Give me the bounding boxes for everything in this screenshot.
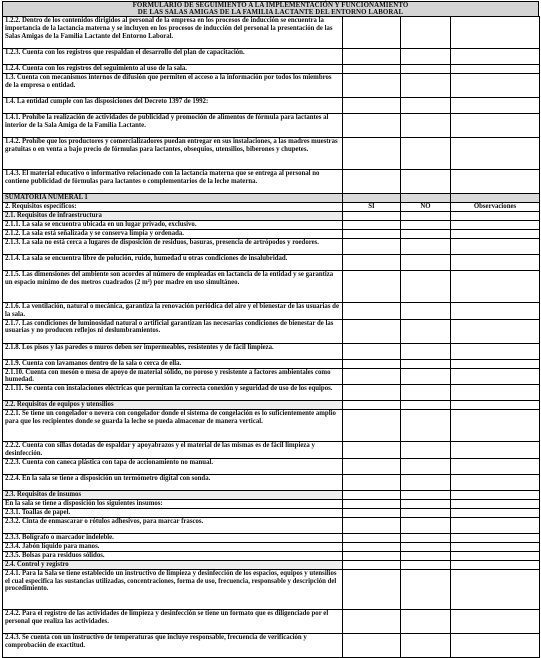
requirement-text: 2.2.1. Se tiene un congelador o nevera con congelador donde el sistema de congelación es lo suficientemente amplio para que los recipientes donde se guarda la leche se pueda almacenar de manera vertical. <box>3 410 343 442</box>
answer-cell-no <box>401 194 451 203</box>
checklist-row <box>3 319 540 343</box>
answer-cell-no <box>401 560 451 569</box>
answer-cell-si[interactable] <box>343 65 401 74</box>
answer-cell-si[interactable] <box>343 508 401 517</box>
answer-cell-si[interactable] <box>343 271 401 303</box>
checklist-row <box>3 239 540 255</box>
checklist-row <box>3 633 540 657</box>
section-row <box>3 560 540 569</box>
requirement-text: 2.1.5. Las dimensiones del ambiente son acordes al número de empleadas en lactancia de la entidad y se garantiza un espacio mínimo de dos metros cuadrados (2 m²) por madre en uso simultáneo. <box>3 271 343 303</box>
answer-cell-observaciones[interactable] <box>451 517 540 533</box>
answer-cell-si[interactable] <box>343 458 401 474</box>
requirement-text: 2.1.8. Los pisos y las paredes o muros deben ser impermeables, resistentes y de fácil limpieza. <box>3 343 343 359</box>
answer-cell-observaciones[interactable] <box>451 271 540 303</box>
requirement-text: 2.1. Requisitos de infraestructura <box>3 212 343 221</box>
answer-cell-si <box>343 560 401 569</box>
column-header-row <box>3 203 540 212</box>
checklist-row <box>3 533 540 542</box>
section-row <box>3 401 540 410</box>
checklist-row <box>3 49 540 65</box>
answer-cell-observaciones[interactable] <box>451 474 540 490</box>
checklist-row <box>3 410 540 442</box>
answer-cell-no[interactable] <box>401 542 451 551</box>
answer-cell-si[interactable] <box>343 98 401 114</box>
answer-cell-si[interactable] <box>343 442 401 459</box>
answer-cell-no <box>401 401 451 410</box>
form-title-line-2: DE LAS SALAS AMIGAS DE LA FAMILIA LACTANTE DEL ENTORNO LABORAL <box>137 9 404 17</box>
checklist-row <box>3 221 540 230</box>
answer-cell-observaciones[interactable] <box>451 359 540 368</box>
answer-cell-no[interactable] <box>401 170 451 194</box>
answer-cell-observaciones[interactable] <box>451 230 540 239</box>
checklist-row <box>3 508 540 517</box>
answer-cell-si[interactable] <box>343 138 401 170</box>
checklist-row <box>3 230 540 239</box>
answer-cell-si[interactable] <box>343 609 401 633</box>
answer-cell-observaciones[interactable] <box>451 633 540 657</box>
answer-cell-observaciones <box>451 490 540 499</box>
checklist-row <box>3 303 540 320</box>
form-header <box>2 1 539 17</box>
requirement-text: 2.1.7. Las condiciones de luminosidad natural o artificial garantizan las necesarias condiciones de bienestar de las usuarias y no producen reflejos ni deslumbramientos. <box>3 319 343 343</box>
requirement-text: 2.4.2. Para el registro de las actividades de limpieza y desinfección se tiene un formato que es diligenciado por el personal que realiza las actividades. <box>3 609 343 633</box>
answer-cell-no[interactable] <box>401 609 451 633</box>
summary-row <box>3 194 540 203</box>
answer-cell-observaciones[interactable] <box>451 319 540 343</box>
requirement-text: 1.2.3. Cuenta con los registros que respaldan el desarrollo del plan de capacitación. <box>3 49 343 65</box>
answer-cell-observaciones[interactable] <box>451 239 540 255</box>
checklist-row <box>3 359 540 368</box>
answer-cell-observaciones[interactable] <box>451 343 540 359</box>
checklist-row <box>3 138 540 170</box>
answer-cell-si[interactable] <box>343 230 401 239</box>
answer-cell-no[interactable] <box>401 65 451 74</box>
checklist-row <box>3 17 540 49</box>
requirement-text: 2.1.2. La sala está señalizada y se conserva limpia y ordenada. <box>3 230 343 239</box>
requirement-text: 2.3.5. Bolsas para residuos sólidos. <box>3 551 343 560</box>
checklist-row <box>3 343 540 359</box>
requirement-text: 1.2.2. Dentro de los contenidos dirigidos al personal de la empresa en los procesos de inducción se encuentra la importancia de la lactancia materna y se incluyen en los procesos de inducción del personal la presentación de las Salas Amigas de la Familia Lactante del Entorno Laboral. <box>3 17 343 49</box>
checklist-row <box>3 517 540 533</box>
answer-cell-observaciones[interactable] <box>451 138 540 170</box>
answer-cell-observaciones[interactable] <box>451 410 540 442</box>
answer-cell-si[interactable] <box>343 319 401 343</box>
answer-cell-observaciones <box>451 212 540 221</box>
answer-cell-no[interactable] <box>401 499 451 508</box>
requirement-text: En la sala se tiene a disposición los siguientes insumos: <box>3 499 343 508</box>
column-header-si: SÍ <box>343 203 401 212</box>
answer-cell-si[interactable] <box>343 517 401 533</box>
answer-cell-no[interactable] <box>401 303 451 320</box>
answer-cell-no[interactable] <box>401 368 451 385</box>
answer-cell-no[interactable] <box>401 517 451 533</box>
answer-cell-si[interactable] <box>343 410 401 442</box>
answer-cell-observaciones[interactable] <box>451 303 540 320</box>
answer-cell-si[interactable] <box>343 569 401 609</box>
answer-cell-no[interactable] <box>401 533 451 542</box>
answer-cell-observaciones[interactable] <box>451 17 540 49</box>
requirement-text: 2.1.6. La ventilación, natural o mecánica, garantiza la renovación periódica del aire y el bienestar de las usuarias de la sala. <box>3 303 343 320</box>
answer-cell-si[interactable] <box>343 499 401 508</box>
requirement-text: 2.1.1. La sala se encuentra ubicada en un lugar privado, exclusivo. <box>3 221 343 230</box>
answer-cell-observaciones <box>451 560 540 569</box>
answer-cell-si[interactable] <box>343 368 401 385</box>
checklist-row <box>3 569 540 609</box>
answer-cell-observaciones[interactable] <box>451 385 540 401</box>
answer-cell-no[interactable] <box>401 508 451 517</box>
checklist-row <box>3 385 540 401</box>
checklist-row <box>3 458 540 474</box>
checklist-row <box>3 368 540 385</box>
answer-cell-si[interactable] <box>343 49 401 65</box>
checklist-row <box>3 271 540 303</box>
form-title-line-1: FORMULARIO DE SEGUIMIENTO A LA IMPLEMENTACIÓN Y FUNCIONAMIENTO <box>132 2 409 9</box>
answer-cell-no[interactable] <box>401 474 451 490</box>
answer-cell-no[interactable] <box>401 569 451 609</box>
answer-cell-observaciones[interactable] <box>451 49 540 65</box>
answer-cell-no[interactable] <box>401 98 451 114</box>
answer-cell-observaciones[interactable] <box>451 569 540 609</box>
section-row <box>3 212 540 221</box>
answer-cell-si[interactable] <box>343 633 401 657</box>
answer-cell-no <box>401 212 451 221</box>
answer-cell-no[interactable] <box>401 74 451 98</box>
answer-cell-no[interactable] <box>401 458 451 474</box>
checklist-row <box>3 98 540 114</box>
answer-cell-observaciones[interactable] <box>451 98 540 114</box>
answer-cell-observaciones[interactable] <box>451 368 540 385</box>
answer-cell-si[interactable] <box>343 114 401 138</box>
answer-cell-no[interactable] <box>401 410 451 442</box>
checklist-rows <box>3 17 540 658</box>
checklist-row <box>3 474 540 490</box>
requirement-text: 2.1.10. Cuenta con mesón o mesa de apoyo de material sólido, no poroso y resistente a factores ambientales como humedad. <box>3 368 343 385</box>
answer-cell-observaciones[interactable] <box>451 458 540 474</box>
requirement-text: 2.4.1. Para la Sala se tiene establecido un instructivo de limpieza y desinfección de los espacios, equipos y utensilios el cual especifica las sustancias utilizadas, concentraciones, forma de uso, frecuencia, responsable y descripción del procedimiento. <box>3 569 343 609</box>
answer-cell-no[interactable] <box>401 359 451 368</box>
answer-cell-si[interactable] <box>343 303 401 320</box>
answer-cell-si[interactable] <box>343 221 401 230</box>
answer-cell-si[interactable] <box>343 239 401 255</box>
requirement-text: 2.1.4. La sala se encuentra libre de polución, ruido, humedad u otras condiciones de insalubridad. <box>3 255 343 271</box>
answer-cell-no[interactable] <box>401 17 451 49</box>
checklist-row <box>3 114 540 138</box>
requirement-text: 2.4.3. Se cuenta con un instructivo de temperaturas que incluye responsable, frecuencia de verificación y comprobación de exactitud. <box>3 633 343 657</box>
requirement-text: 1.4.3. El material educativo o informativo relacionado con la lactancia materna que se entrega al personal no contiene publicidad de fórmulas para lactantes o complementarios de la leche materna. <box>3 170 343 194</box>
requirement-text: 2.2.4. En la sala se tiene a disposición un termómetro digital con sonda. <box>3 474 343 490</box>
checklist-row <box>3 442 540 459</box>
answer-cell-no[interactable] <box>401 319 451 343</box>
answer-cell-observaciones[interactable] <box>451 255 540 271</box>
requirement-text: 1.4.2. Prohíbe que los productores y comercializadores puedan entregar en sus instalaciones, a las madres muestras gratuitas o en venta a bajo precio de fórmulas para lactantes, obsequios, utensilios, biberones y chupetes. <box>3 138 343 170</box>
requirement-text: 2.1.9. Cuenta con lavamanos dentro de la sala o cerca de ella. <box>3 359 343 368</box>
answer-cell-observaciones[interactable] <box>451 74 540 98</box>
answer-cell-si[interactable] <box>343 74 401 98</box>
answer-cell-observaciones <box>451 194 540 203</box>
checklist-table <box>2 16 540 658</box>
answer-cell-no[interactable] <box>401 221 451 230</box>
answer-cell-observaciones[interactable] <box>451 221 540 230</box>
requirement-text: 1.2.4. Cuenta con los registros del seguimiento al uso de la sala. <box>3 65 343 74</box>
requirement-text: 2.2.3. Cuenta con caneca plástica con tapa de accionamiento no manual. <box>3 458 343 474</box>
answer-cell-observaciones[interactable] <box>451 442 540 459</box>
answer-cell-no[interactable] <box>401 633 451 657</box>
checklist-row <box>3 542 540 551</box>
section-row <box>3 490 540 499</box>
checklist-row <box>3 609 540 633</box>
requirement-text: 2. Requisitos específicos: <box>3 203 343 212</box>
requirement-text: 2.3.1. Toallas de papel. <box>3 508 343 517</box>
answer-cell-no[interactable] <box>401 138 451 170</box>
requirement-text: 2.1.3. La sala no está cerca a lugares de disposición de residuos, basuras, presencia de artrópodos y roedores. <box>3 239 343 255</box>
answer-cell-si <box>343 194 401 203</box>
checklist-row <box>3 65 540 74</box>
checklist-row <box>3 255 540 271</box>
checklist-row <box>3 170 540 194</box>
answer-cell-no <box>401 490 451 499</box>
requirement-text: 2.4. Control y registro <box>3 560 343 569</box>
answer-cell-no[interactable] <box>401 385 451 401</box>
requirement-text: 1.3. Cuenta con mecanismos internos de difusión que permiten el acceso a la información por todos los miembros de la empresa o entidad. <box>3 74 343 98</box>
answer-cell-si[interactable] <box>343 474 401 490</box>
answer-cell-no[interactable] <box>401 230 451 239</box>
requirement-text: 2.2.2. Cuenta con sillas dotadas de espaldar y apoyabrazos y el material de las mismas es de fácil limpieza y desinfección. <box>3 442 343 459</box>
answer-cell-observaciones[interactable] <box>451 499 540 508</box>
answer-cell-observaciones <box>451 401 540 410</box>
answer-cell-si[interactable] <box>343 17 401 49</box>
answer-cell-si[interactable] <box>343 343 401 359</box>
requirement-text: 1.4. La entidad cumple con las disposiciones del Decreto 1397 de 1992: <box>3 98 343 114</box>
answer-cell-observaciones[interactable] <box>451 170 540 194</box>
answer-cell-no[interactable] <box>401 255 451 271</box>
answer-cell-si <box>343 401 401 410</box>
answer-cell-no[interactable] <box>401 271 451 303</box>
answer-cell-observaciones[interactable] <box>451 609 540 633</box>
checklist-row <box>3 499 540 508</box>
answer-cell-si[interactable] <box>343 533 401 542</box>
checklist-row <box>3 74 540 98</box>
answer-cell-no[interactable] <box>401 49 451 65</box>
requirement-text: 2.2. Requisitos de equipos y utensilios <box>3 401 343 410</box>
form-sheet <box>2 1 539 649</box>
answer-cell-no[interactable] <box>401 239 451 255</box>
requirement-text: 1.4.1. Prohíbe la realización de actividades de publicidad y promoción de alimentos de fórmula para lactantes al interior de la Sala Amiga de la Familia Lactante. <box>3 114 343 138</box>
requirement-text: 2.3.3. Bolígrafo o marcador indeleble. <box>3 533 343 542</box>
column-header-no: NO <box>401 203 451 212</box>
answer-cell-si[interactable] <box>343 542 401 551</box>
answer-cell-si <box>343 212 401 221</box>
answer-cell-no[interactable] <box>401 343 451 359</box>
requirement-text: 2.1.11. Se cuenta con instalaciones eléctricas que permitan la correcta conexión y seguridad de uso de los equipos. <box>3 385 343 401</box>
answer-cell-no[interactable] <box>401 442 451 459</box>
answer-cell-observaciones[interactable] <box>451 542 540 551</box>
requirement-text: 2.3.2. Cinta de enmascarar o rótulos adhesivos, para marcar frascos. <box>3 517 343 533</box>
requirement-text: SUMATORIA NUMERAL 1 <box>3 194 343 203</box>
answer-cell-no[interactable] <box>401 114 451 138</box>
column-header-observaciones: Observaciones <box>451 203 540 212</box>
answer-cell-si[interactable] <box>343 359 401 368</box>
requirement-text: 2.3. Requisitos de insumos <box>3 490 343 499</box>
answer-cell-observaciones[interactable] <box>451 508 540 517</box>
answer-cell-observaciones[interactable] <box>451 114 540 138</box>
answer-cell-si[interactable] <box>343 255 401 271</box>
answer-cell-observaciones[interactable] <box>451 65 540 74</box>
requirement-text: 2.3.4. Jabón líquido para manos. <box>3 542 343 551</box>
answer-cell-observaciones[interactable] <box>451 533 540 542</box>
answer-cell-si[interactable] <box>343 170 401 194</box>
answer-cell-si[interactable] <box>343 385 401 401</box>
answer-cell-si <box>343 490 401 499</box>
